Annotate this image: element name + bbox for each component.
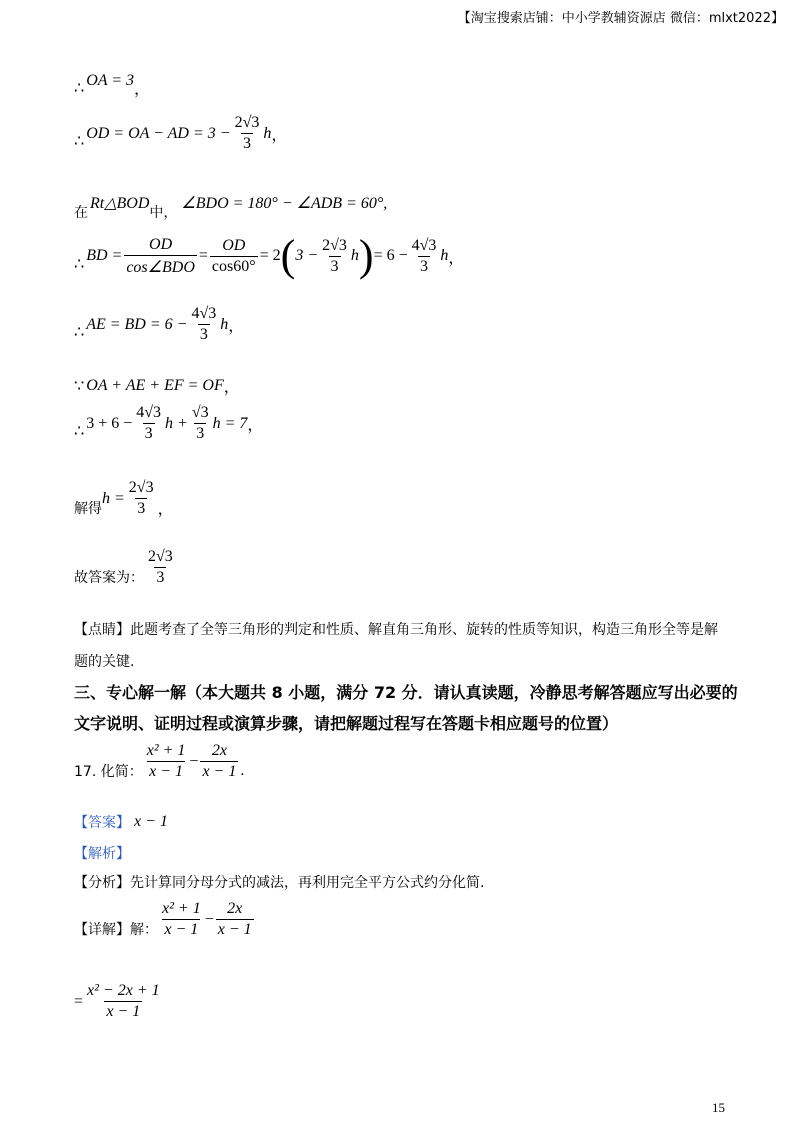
numerator: 2√3 <box>148 548 173 565</box>
detail-result-line <box>74 982 164 1021</box>
fraction-od-over-cos-bdo <box>124 236 197 277</box>
expr-six-minus: = 6 − <box>373 247 408 264</box>
denominator: 3 <box>156 569 165 586</box>
label-zai: 在 <box>74 205 88 221</box>
expr-angle-bdo: ∠BDO = 180° − ∠ADB = 60°, <box>181 195 388 212</box>
denominator: 3 <box>420 257 428 275</box>
numerator: 2x <box>227 900 243 917</box>
expr-h-eq: h = <box>102 489 125 507</box>
line-oa <box>74 62 150 99</box>
period: . <box>240 761 245 779</box>
expr-oa: OA = 3 <box>86 71 135 89</box>
fraction-od-over-cos60 <box>210 237 258 276</box>
detail-line <box>74 900 256 939</box>
denominator: 3 <box>137 500 146 517</box>
left-paren: ( <box>280 231 296 280</box>
fraction-2x-over-xminus1 <box>216 900 254 939</box>
expr-ae: AE = BD = 6 − <box>86 315 188 333</box>
line-sum <box>74 374 240 397</box>
right-paren: ) <box>358 231 374 280</box>
numerator: 2√3 <box>234 114 260 131</box>
fraction-2sqrt3-over-3 <box>146 548 175 587</box>
answer-tag: 【答案】 <box>74 815 130 831</box>
answer-value: x − 1 <box>134 813 168 830</box>
numerator: x² − 2x + 1 <box>87 982 160 999</box>
detail-label: 【详解】解： <box>74 921 158 938</box>
fraction-4sqrt3-over-3 <box>410 237 439 276</box>
expr-h-eq-7: h = 7 <box>212 414 248 432</box>
fraction-4sqrt3-over-3 <box>189 305 218 344</box>
numerator: 4√3 <box>136 404 162 421</box>
comment-line1 <box>74 619 718 639</box>
var-h: h <box>220 315 229 333</box>
comma: ， <box>228 318 245 335</box>
line-rt-bod <box>74 184 387 222</box>
expr-od: OD = OA − AD = 3 − <box>86 124 231 142</box>
expr-two: = 2 <box>259 247 281 264</box>
fraction-sqrt3-over-3 <box>190 404 211 443</box>
answer-line <box>74 812 168 832</box>
comma: ， <box>134 81 151 98</box>
denominator: x − 1 <box>202 763 237 780</box>
comma: ， <box>247 417 264 434</box>
therefore-symbol: ∴ <box>74 253 85 273</box>
therefore-symbol: ∴ <box>74 78 85 97</box>
expr-eq-left: 3 + 6 − <box>86 414 133 432</box>
comma: ， <box>448 249 465 267</box>
header-shop-text: 【淘宝搜索店铺：中小学教辅资源店 微信：mlxt2022】 <box>457 11 784 26</box>
var-h: h <box>350 247 359 264</box>
denominator: 3 <box>242 135 251 152</box>
problem-17 <box>74 742 244 781</box>
equals: = <box>74 992 84 1010</box>
because-symbol: ∵ <box>74 376 85 395</box>
line-od <box>74 114 287 153</box>
numerator: x² + 1 <box>146 742 186 759</box>
analysis-label: 【分析】 <box>74 875 130 891</box>
label-zhong: 中， <box>149 205 178 221</box>
comment-line2: 题的关键. <box>74 654 135 670</box>
page-number: 15 <box>712 1100 725 1115</box>
comma: ， <box>223 379 240 396</box>
line-answer <box>74 548 177 587</box>
line-bd <box>74 231 465 280</box>
therefore-symbol: ∴ <box>74 421 85 440</box>
numerator: 2√3 <box>128 479 154 496</box>
denominator: x − 1 <box>106 1003 141 1020</box>
problem-label: 17. 化简： <box>74 763 143 780</box>
therefore-symbol: ∴ <box>74 131 85 150</box>
var-h: h <box>440 247 449 264</box>
numerator: x² + 1 <box>162 900 201 917</box>
label-solve: 解得 <box>74 500 102 517</box>
denominator: 3 <box>196 425 205 442</box>
denominator: 3 <box>330 257 339 275</box>
analysis-line <box>74 872 484 892</box>
fraction-2sqrt3-over-3 <box>127 479 156 518</box>
expr-rt-bod: Rt△BOD <box>90 195 150 212</box>
denominator: cos60° <box>211 257 256 275</box>
expr-bd: BD = <box>86 247 123 264</box>
label-answer: 故答案为： <box>74 569 144 586</box>
line-equation <box>74 404 263 443</box>
denominator: x − 1 <box>149 763 184 780</box>
comment-label: 【点睛】 <box>74 622 130 638</box>
denominator: 3 <box>144 425 153 442</box>
analysis-tag: 【解析】 <box>74 846 130 862</box>
expr-sum: OA + AE + EF = OF <box>86 376 224 394</box>
minus: − <box>204 910 214 928</box>
minus: − <box>189 752 199 770</box>
therefore-symbol: ∴ <box>74 322 85 341</box>
fraction-2sqrt3-over-3 <box>320 237 349 276</box>
section-heading-line1: 三、专心解一解（本大题共 8 小题，满分 72 分．请认真读题，冷静思考解答题应写出必要的 <box>74 683 738 702</box>
denominator: x − 1 <box>217 921 252 938</box>
denominator: 3 <box>199 326 208 343</box>
expr-three-minus: 3 − <box>295 247 319 264</box>
fraction-x2plus1-over-xminus1 <box>160 900 203 939</box>
var-h: h <box>263 124 272 142</box>
numerator: 2√3 <box>322 236 347 254</box>
fraction-4sqrt3-over-3 <box>134 404 163 443</box>
numerator: OD <box>149 235 173 253</box>
fraction-result <box>85 982 162 1021</box>
analysis-text: 先计算同分母分式的减法，再利用完全平方公式约分化简. <box>130 875 485 891</box>
equals: = <box>198 247 208 264</box>
fraction-2x-over-xminus1 <box>200 742 238 781</box>
denominator: cos∠BDO <box>124 255 197 277</box>
numerator: 2x <box>211 742 227 759</box>
comma: ， <box>157 501 174 518</box>
denominator: x − 1 <box>164 921 199 938</box>
expr-h-plus: h + <box>165 414 188 432</box>
fraction-x2plus1-over-xminus1 <box>145 742 188 781</box>
comment-text: 此题考查了全等三角形的判定和性质、解直角三角形、旋转的性质等知识，构造三角形全等是解 <box>130 622 718 638</box>
numerator: 4√3 <box>191 305 217 322</box>
numerator: √3 <box>191 404 209 421</box>
numerator: OD <box>222 236 246 254</box>
fraction-2sqrt3-over-3 <box>233 114 262 153</box>
comma: ， <box>271 127 288 144</box>
section-heading-line2: 文字说明、证明过程或演算步骤，请把解题过程写在答题卡相应题号的位置） <box>74 714 619 733</box>
line-ae <box>74 305 244 344</box>
numerator: 4√3 <box>411 236 437 254</box>
line-solve <box>74 478 174 519</box>
